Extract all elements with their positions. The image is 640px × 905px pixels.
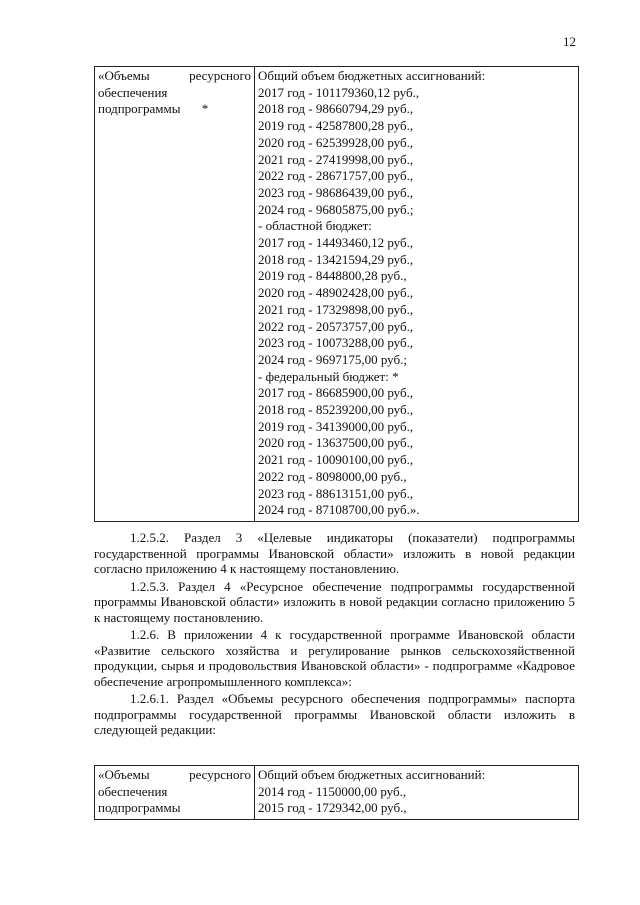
resource-table-1 [94,66,579,522]
line-total-header: Общий объем бюджетных ассигнований: [258,68,486,83]
line-total-2017: 2017 год - 101179360,12 руб., [258,84,420,100]
line-regional-2019: 2019 год - 8448800,28 руб., [258,268,407,284]
line-regional-2021: 2021 год - 17329898,00 руб., [258,301,414,317]
line-regional-header: - областной бюджет: [258,218,372,234]
table-row [95,766,579,820]
line-regional-2017: 2017 год - 14493460,12 руб., [258,235,414,251]
left-cell-line-3 [98,101,251,118]
line-total-header: Общий объем бюджетных ассигнований: [258,767,486,782]
paragraph: 1.2.5.3. Раздел 4 «Ресурсное обеспечение подпрограммы государственной программы Ивановской области» изложить в новой редакции согласно приложению 5 к настоящему постановлению. [94,578,575,625]
line-federal-2024: 2024 год - 87108700,00 руб.». [258,502,420,518]
line-total-2024: 2024 год - 96805875,00 руб.; [258,201,414,217]
line-federal-2018: 2018 год - 85239200,00 руб., [258,402,414,418]
asterisk-mark: * [201,101,209,117]
left-cell-word: ресурсного [189,767,251,782]
left-cell-word: ресурсного [189,68,251,83]
left-cell-line-1 [98,767,251,784]
left-cell-line-1 [98,68,251,85]
line-total-2014: 2014 год - 1150000,00 руб., [258,783,407,799]
line-total-2018: 2018 год - 98660794,29 руб., [258,101,414,117]
line-total-2020: 2020 год - 62539928,00 руб., [258,134,414,150]
page-number: 12 [563,34,576,49]
table-right-cell [255,766,579,820]
line-total-2022: 2022 год - 28671757,00 руб., [258,168,414,184]
paragraph: 1.2.6. В приложении 4 к государственной программе Ивановской области «Развитие сельского хозяйства и регулирование рынков сельскохозяйственной продукции, сырья и продовольствия Ивановской области» - подпрограмме «Кадровое обеспечение агропромышленного комплекса»: [94,627,575,689]
table-left-cell [95,67,255,522]
line-federal-2017: 2017 год - 86685900,00 руб., [258,385,414,401]
line-regional-2018: 2018 год - 13421594,29 руб., [258,251,414,267]
left-cell-word: подпрограммы [98,101,181,117]
paragraph: 1.2.5.2. Раздел 3 «Целевые индикаторы (показатели) подпрограммы государственной программы Ивановской области» изложить в новой редакции согласно приложению 4 к настоящему постановлению. [94,530,575,576]
line-total-2019: 2019 год - 42587800,28 руб., [258,118,414,134]
line-total-2023: 2023 год - 98686439,00 руб., [258,184,414,200]
table-left-cell [95,766,255,820]
line-federal-2020: 2020 год - 13637500,00 руб., [258,435,414,451]
line-federal-2019: 2019 год - 34139000,00 руб., [258,418,414,434]
paragraph: 1.2.6.1. Раздел «Объемы ресурсного обеспечения подпрограммы» паспорта подпрограммы государственной программы Ивановской области изложить в следующей редакции: [94,691,575,737]
table-row [95,67,579,522]
left-cell-line-2: обеспечения [98,783,168,799]
body-text [94,530,575,740]
left-cell-line-2: обеспечения [98,84,168,100]
line-federal-2022: 2022 год - 8098000,00 руб., [258,468,407,484]
table-right-cell [255,67,579,522]
line-federal-2021: 2021 год - 10090100,00 руб., [258,452,414,468]
left-cell-line-3: подпрограммы [98,800,181,816]
left-cell-word: «Объемы [98,767,150,782]
line-regional-2022: 2022 год - 20573757,00 руб., [258,318,414,334]
line-federal-header: - федеральный бюджет: * [258,368,399,384]
line-federal-2023: 2023 год - 88613151,00 руб., [258,485,414,501]
line-regional-2024: 2024 год - 9697175,00 руб.; [258,351,407,367]
left-cell-word: «Объемы [98,68,150,83]
resource-table-2 [94,765,579,820]
line-regional-2020: 2020 год - 48902428,00 руб., [258,285,414,301]
line-total-2015: 2015 год - 1729342,00 руб., [258,800,407,816]
line-regional-2023: 2023 год - 10073288,00 руб., [258,335,414,351]
line-total-2021: 2021 год - 27419998,00 руб., [258,151,414,167]
